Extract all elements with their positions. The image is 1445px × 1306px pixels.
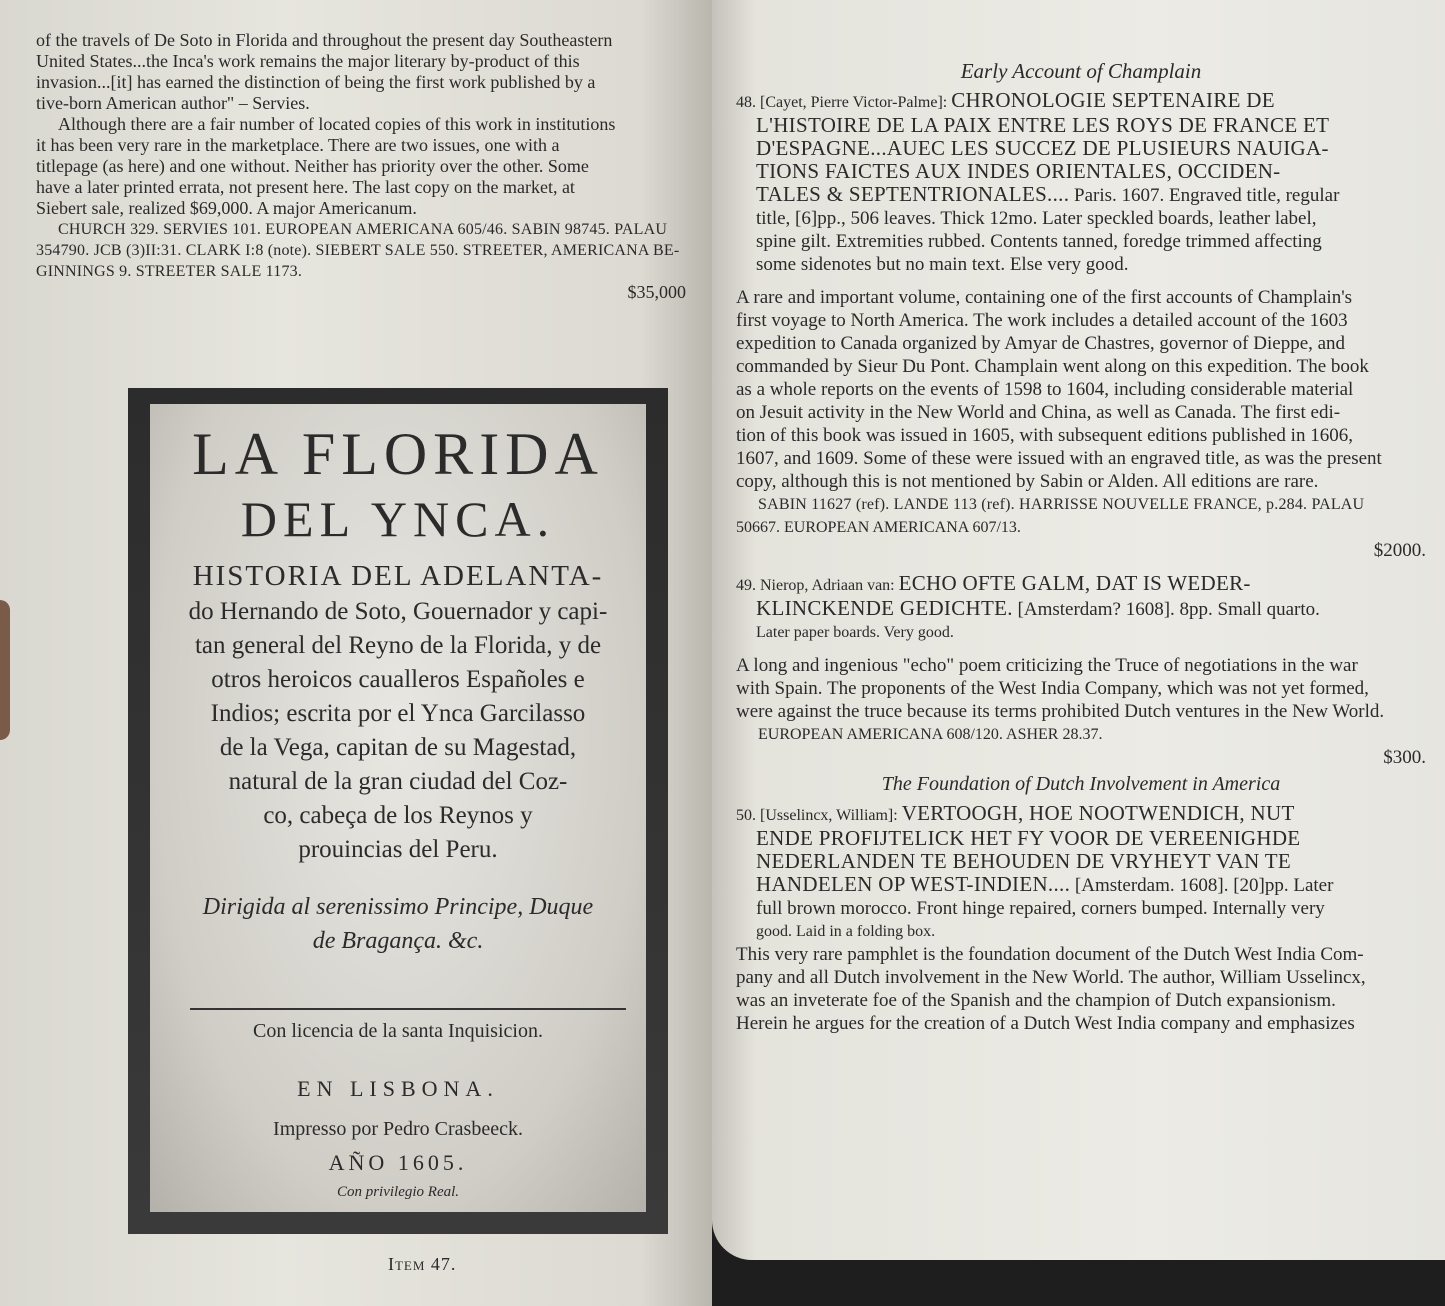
body-line: first voyage to North America. The work includes a detailed account of the 1603 [736, 310, 1348, 331]
item-price: $300. [1383, 747, 1426, 768]
body-line: was an inveterate foe of the Spanish and the champion of Dutch expansionism. [736, 990, 1336, 1011]
item-title-tail [736, 183, 1426, 207]
item-title: NEDERLANDEN TE BEHOUDEN DE VRYHEYT VAN TE [756, 849, 1291, 873]
item-title: HANDELEN OP WEST-INDIEN.... [756, 872, 1071, 896]
plate-line: de la Vega, capitan de su Magestad, [219, 734, 577, 761]
item-lead: 50. [Usselincx, William]: [736, 807, 902, 824]
item-details: [Amsterdam? 1608]. 8pp. Small quarto. [1012, 599, 1320, 620]
item-title: TIONS FAICTES AUX INDES ORIENTALES, OCCIDEN- [756, 159, 1281, 183]
section-heading: The Foundation of Dutch Involvement in America [881, 773, 1281, 795]
item-lead: 49. Nierop, Adriaan van: [736, 577, 899, 594]
quote-line: tive-born American author" – Servies. [36, 93, 310, 113]
plate-line: HISTORIA DEL ADELANTA- [192, 560, 604, 592]
plate-year: AÑO 1605. [328, 1150, 468, 1175]
item-details: good. Laid in a folding box. [756, 923, 936, 940]
body-line: Although there are a fair number of located copies of this work in institutions [58, 114, 616, 134]
body-line: 1607, and 1609. Some of these were issued with an engraved title, as was the present [736, 448, 1382, 469]
item-details: title, [6]pp., 506 leaves. Thick 12mo. Later speckled boards, leather label, [756, 208, 1317, 229]
item-title: CHRONOLOGIE SEPTENAIRE DE [951, 88, 1275, 112]
item-title: ENDE PROFIJTELICK HET FY VOOR DE VEREENIGHDE [756, 826, 1301, 850]
title-page-photo [128, 388, 668, 1234]
body-line: expedition to Canada organized by Amyar de Chastres, governor of Dieppe, and [736, 333, 1346, 354]
body-line: This very rare pamphlet is the foundation document of the Dutch West India Com- [736, 944, 1364, 965]
figure-caption: Item 47. [388, 1254, 457, 1274]
item-details: Later paper boards. Very good. [756, 624, 954, 641]
reference-line: SABIN 11627 (ref). LANDE 113 (ref). HARRISSE NOUVELLE FRANCE, p.284. PALAU [758, 496, 1365, 513]
item-title: KLINCKENDE GEDICHTE. [756, 596, 1013, 620]
body-line: have a later printed errata, not present here. The last copy on the market, at [36, 177, 575, 197]
plate-line: co, cabeça de los Reynos y [263, 802, 533, 829]
body-line: on Jesuit activity in the New World and China, as well as Canada. The first edi- [736, 402, 1341, 423]
quote-line: United States...the Inca's work remains the major literary by-product of this [36, 51, 580, 71]
plate-dedication: de Bragança. &c. [312, 928, 484, 954]
plate-line: Indios; escrita por el Ynca Garcilasso [210, 700, 586, 727]
body-line: tion of this book was issued in 1605, with subsequent editions published in 1606, [736, 425, 1353, 446]
item-title: VERTOOGH, HOE NOOTWENDICH, NUT [901, 801, 1295, 825]
body-line: as a whole reports on the events of 1598 to 1604, including considerable material [736, 379, 1354, 400]
plate-dedication: Dirigida al serenissimo Principe, Duque [202, 894, 594, 920]
plate-rule [190, 1008, 626, 1010]
body-line: it has been very rare in the marketplace. There are two issues, one with a [36, 135, 560, 155]
item-title-tail [736, 873, 1426, 897]
left-page [0, 0, 712, 1306]
body-line: A long and ingenious "echo" poem criticizing the Truce of negotiations in the war [736, 655, 1358, 676]
left-text-block [36, 30, 686, 303]
body-line: A rare and important volume, containing one of the first accounts of Champlain's [736, 287, 1353, 308]
section-heading: Early Account of Champlain [960, 59, 1202, 83]
finger-shadow [0, 600, 10, 740]
plate-place: EN LISBONA. [297, 1076, 499, 1101]
right-text-block [736, 60, 1426, 1035]
item-details: Paris. 1607. Engraved title, regular [1069, 185, 1340, 206]
item-49-heading [736, 572, 1426, 597]
plate-line: prouincias del Peru. [298, 836, 498, 863]
body-line: titlepage (as here) and one without. Neither has priority over the other. Some [36, 156, 589, 176]
reference-line: GINNINGS 9. STREETER SALE 1173. [36, 263, 303, 280]
quote-line: invasion...[it] has earned the distinction of being the first work published by a [36, 72, 596, 92]
body-line: were against the truce because its terms prohibited Dutch ventures in the New World. [736, 701, 1385, 722]
item-details: full brown morocco. Front hinge repaired, corners bumped. Internally very [756, 898, 1325, 919]
item-details: spine gilt. Extremities rubbed. Contents tanned, foredge trimmed affecting [756, 231, 1322, 252]
item-price: $2000. [1373, 540, 1426, 561]
item-price: $35,000 [627, 282, 686, 302]
body-line: copy, although this is not mentioned by Sabin or Alden. All editions are rare. [736, 471, 1319, 492]
plate-title: LA FLORIDA [192, 421, 604, 487]
plate-line: otros heroicos caualleros Españoles e [211, 666, 585, 693]
body-line: with Spain. The proponents of the West India Company, which was not yet formed, [736, 678, 1369, 699]
item-50-heading [736, 802, 1426, 827]
plate-line: tan general del Reyno de la Florida, y de [194, 632, 602, 659]
plate-title: DEL YNCA. [240, 491, 556, 547]
body-line: Herein he argues for the creation of a Dutch West India company and emphasizes [736, 1013, 1355, 1034]
plate-printer: Impresso por Pedro Crasbeeck. [273, 1118, 523, 1140]
reference-line: 50667. EUROPEAN AMERICANA 607/13. [736, 519, 1021, 536]
reference-line: CHURCH 329. SERVIES 101. EUROPEAN AMERICANA 605/46. SABIN 98745. PALAU [58, 221, 668, 238]
item-details: some sidenotes but no main text. Else very good. [756, 254, 1129, 275]
item-title: ECHO OFTE GALM, DAT IS WEDER- [898, 571, 1251, 595]
item-title: D'ESPAGNE...AUEC LES SUCCEZ DE PLUSIEURS NAUIGA- [756, 136, 1329, 160]
item-48-heading [736, 89, 1426, 114]
item-details: [Amsterdam. 1608]. [20]pp. Later [1070, 875, 1334, 896]
item-title-tail [736, 597, 1426, 621]
reference-line: 354790. JCB (3)II:31. CLARK I:8 (note). SIEBERT SALE 550. STREETER, AMERICANA BE- [36, 242, 680, 259]
body-line: Siebert sale, realized $69,000. A major Americanum. [36, 198, 417, 218]
right-page [712, 0, 1445, 1260]
plate-line: do Hernando de Soto, Gouernador y capi- [188, 598, 608, 625]
body-line: pany and all Dutch involvement in the New World. The author, William Usselincx, [736, 967, 1366, 988]
quote-line: of the travels of De Soto in Florida and throughout the present day Southeastern [36, 30, 613, 50]
item-title: TALES & SEPTENTRIONALES.... [756, 182, 1070, 206]
plate-license: Con licencia de la santa Inquisicion. [253, 1020, 543, 1042]
body-line: commanded by Sieur Du Pont. Champlain went along on this expedition. The book [736, 356, 1369, 377]
item-lead: 48. [Cayet, Pierre Victor-Palme]: [736, 94, 952, 111]
plate-privilege: Con privilegio Real. [336, 1184, 460, 1200]
plate-line: natural de la gran ciudad del Coz- [228, 768, 568, 795]
reference-line: EUROPEAN AMERICANA 608/120. ASHER 28.37. [758, 726, 1103, 743]
item-title: L'HISTOIRE DE LA PAIX ENTRE LES ROYS DE FRANCE ET [756, 113, 1330, 137]
